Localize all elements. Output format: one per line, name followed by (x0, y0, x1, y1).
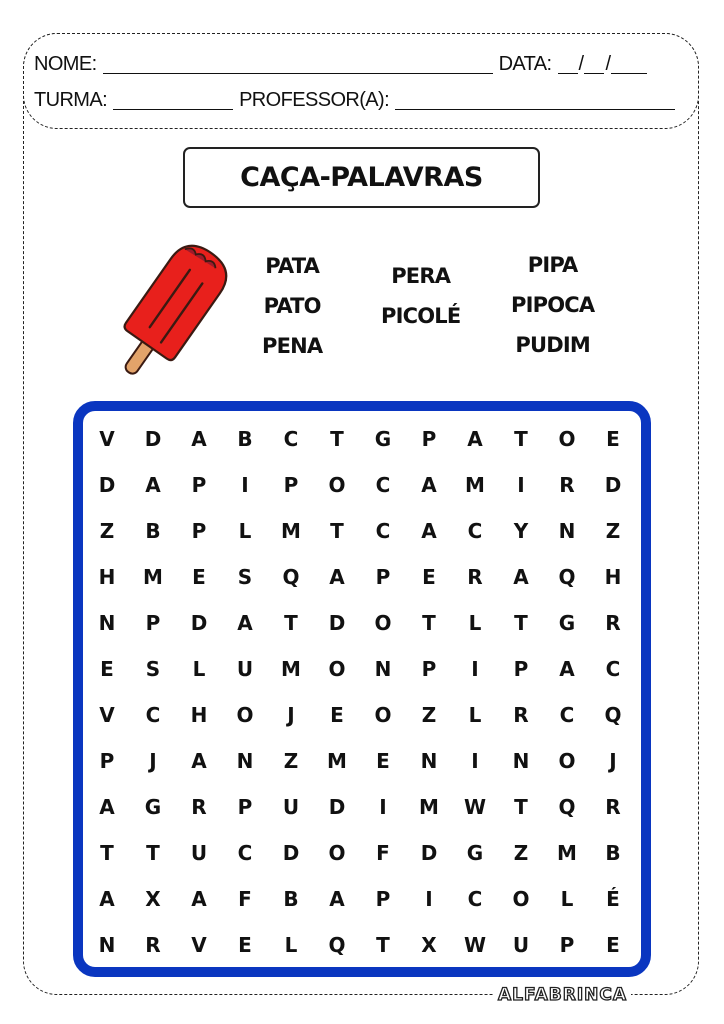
grid-cell[interactable]: I (425, 887, 433, 911)
grid-cell[interactable]: V (99, 703, 115, 727)
grid-cell[interactable]: T (330, 427, 344, 451)
date-separator: / (605, 53, 611, 75)
grid-cell[interactable]: C (237, 841, 253, 865)
grid-cell[interactable]: Z (513, 841, 529, 865)
word-list-column-1 (262, 246, 322, 366)
brand-logo: ALFABRINCA (494, 985, 631, 1005)
grid-cell[interactable]: D (144, 427, 162, 451)
grid-cell[interactable]: J (149, 749, 157, 773)
grid-cell[interactable]: A (237, 611, 253, 635)
grid-cell[interactable]: D (190, 611, 208, 635)
data-month-field[interactable] (584, 53, 604, 74)
professor-label: PROFESSOR(A): (239, 89, 390, 111)
grid-cell[interactable]: U (236, 657, 254, 681)
grid-cell[interactable]: G (374, 427, 392, 451)
grid-cell[interactable]: C (605, 657, 621, 681)
grid-cell[interactable]: P (421, 657, 437, 681)
grid-cell[interactable]: U (190, 841, 208, 865)
grid-cell[interactable]: P (559, 933, 575, 957)
grid-cell[interactable]: I (471, 657, 479, 681)
grid-cell[interactable]: M (327, 749, 347, 773)
grid-cell[interactable]: M (281, 657, 301, 681)
data-year-field[interactable] (611, 53, 647, 74)
grid-cell[interactable]: O (374, 703, 392, 727)
grid-cell[interactable]: I (379, 795, 387, 819)
grid-cell[interactable]: E (100, 657, 114, 681)
word-item: PIPOCA (511, 293, 595, 317)
grid-cell[interactable]: T (100, 841, 114, 865)
grid-cell[interactable]: A (467, 427, 483, 451)
grid-cell[interactable]: U (512, 933, 530, 957)
header-line-1 (34, 46, 684, 76)
data-day-field[interactable] (558, 53, 578, 74)
grid-cell[interactable]: M (557, 841, 577, 865)
grid-cell[interactable]: T (330, 519, 344, 543)
grid-cell[interactable]: M (143, 565, 163, 589)
grid-cell[interactable]: R (605, 795, 621, 819)
grid-cell[interactable]: R (559, 473, 575, 497)
turma-label: TURMA: (34, 89, 108, 111)
grid-cell[interactable]: G (466, 841, 484, 865)
grid-cell[interactable]: W (463, 933, 487, 957)
grid-cell[interactable]: B (237, 427, 253, 451)
grid-cell[interactable]: I (517, 473, 525, 497)
grid-cell[interactable]: C (559, 703, 575, 727)
grid-cell[interactable]: R (145, 933, 161, 957)
grid-cell[interactable]: D (328, 795, 346, 819)
word-item: PATA (265, 254, 320, 278)
grid-cell[interactable]: H (98, 565, 116, 589)
grid-cell[interactable]: F (376, 841, 390, 865)
popsicle-icon (104, 240, 239, 385)
grid-cell[interactable]: M (281, 519, 301, 543)
grid-cell[interactable]: J (287, 703, 295, 727)
grid-cell[interactable]: C (375, 519, 391, 543)
word-item: PICOLÉ (381, 304, 461, 328)
grid-cell[interactable]: Y (513, 519, 529, 543)
grid-cell[interactable]: R (513, 703, 529, 727)
grid-cell[interactable]: M (465, 473, 485, 497)
grid-cell[interactable]: F (238, 887, 252, 911)
grid-cell[interactable]: A (99, 887, 115, 911)
grid-cell[interactable]: H (604, 565, 622, 589)
grid-cell[interactable]: O (236, 703, 254, 727)
grid-cell[interactable]: S (237, 565, 253, 589)
grid-cell[interactable]: E (330, 703, 344, 727)
grid-cell[interactable]: T (514, 611, 528, 635)
grid-cell[interactable]: O (374, 611, 392, 635)
word-item: PUDIM (515, 333, 590, 357)
page-title: CAÇA-PALAVRAS (183, 147, 540, 208)
grid-cell[interactable]: N (558, 519, 576, 543)
grid-cell[interactable]: O (558, 749, 576, 773)
grid-cell[interactable]: D (420, 841, 438, 865)
grid-cell[interactable]: C (145, 703, 161, 727)
word-item: PATO (263, 294, 321, 318)
grid-cell[interactable]: C (375, 473, 391, 497)
grid-cell[interactable]: T (514, 427, 528, 451)
grid-cell[interactable]: D (604, 473, 622, 497)
grid-cell[interactable]: T (422, 611, 436, 635)
grid-cell[interactable]: S (145, 657, 161, 681)
grid-cell[interactable]: N (512, 749, 530, 773)
grid-cell[interactable]: Q (558, 795, 576, 819)
date-separator: / (578, 53, 584, 75)
grid-cell[interactable]: R (467, 565, 483, 589)
grid-cell[interactable]: É (606, 887, 620, 911)
grid-cell[interactable]: R (605, 611, 621, 635)
grid-cell[interactable]: B (283, 887, 299, 911)
grid-cell[interactable]: U (282, 795, 300, 819)
grid-cell[interactable]: P (237, 795, 253, 819)
grid-cell[interactable]: A (329, 887, 345, 911)
grid-cell[interactable]: A (513, 565, 529, 589)
grid-cell[interactable]: P (421, 427, 437, 451)
grid-cell[interactable]: V (99, 427, 115, 451)
grid-cell[interactable]: E (422, 565, 436, 589)
grid-cell[interactable]: T (514, 795, 528, 819)
grid-cell[interactable]: I (471, 749, 479, 773)
grid-cell[interactable]: X (145, 887, 161, 911)
grid-cell[interactable]: L (468, 611, 482, 635)
grid-cell[interactable]: P (375, 887, 391, 911)
grid-cell[interactable]: L (560, 887, 574, 911)
grid-cell[interactable]: I (241, 473, 249, 497)
grid-cell[interactable]: L (238, 519, 252, 543)
word-item: PIPA (527, 253, 578, 277)
grid-cell[interactable]: P (513, 657, 529, 681)
grid-cell[interactable]: E (192, 565, 206, 589)
grid-cell[interactable]: A (421, 473, 437, 497)
grid-cell[interactable]: Z (421, 703, 437, 727)
grid-cell[interactable]: A (191, 427, 207, 451)
grid-cell[interactable]: N (98, 933, 116, 957)
student-info-header (23, 33, 699, 129)
grid-cell[interactable]: X (421, 933, 437, 957)
grid-cell[interactable]: E (238, 933, 252, 957)
grid-cell[interactable]: N (374, 657, 392, 681)
word-item: PENA (262, 334, 323, 358)
grid-cell[interactable]: A (191, 749, 207, 773)
grid-cell[interactable]: G (144, 795, 162, 819)
grid-cell[interactable]: O (328, 841, 346, 865)
word-search-grid (84, 416, 636, 968)
grid-cell[interactable]: C (467, 887, 483, 911)
grid-cell[interactable]: H (190, 703, 208, 727)
grid-cell[interactable]: Z (99, 519, 115, 543)
header-line-2 (34, 82, 684, 112)
grid-cell[interactable]: O (328, 657, 346, 681)
grid-cell[interactable]: M (419, 795, 439, 819)
grid-cell[interactable]: P (99, 749, 115, 773)
word-item: PERA (391, 264, 451, 288)
word-list-column-3 (511, 245, 594, 365)
grid-cell[interactable]: A (421, 519, 437, 543)
grid-cell[interactable]: A (559, 657, 575, 681)
grid-cell[interactable]: W (463, 795, 487, 819)
grid-cell[interactable]: E (606, 427, 620, 451)
grid-cell[interactable]: L (192, 657, 206, 681)
grid-cell[interactable]: Z (605, 519, 621, 543)
grid-cell[interactable]: N (98, 611, 116, 635)
grid-cell[interactable]: J (609, 749, 617, 773)
grid-cell[interactable]: O (328, 473, 346, 497)
grid-cell[interactable]: A (145, 473, 161, 497)
grid-cell[interactable]: C (467, 519, 483, 543)
grid-cell[interactable]: C (283, 427, 299, 451)
grid-cell[interactable]: L (284, 933, 298, 957)
grid-cell[interactable]: P (283, 473, 299, 497)
grid-cell[interactable]: L (468, 703, 482, 727)
grid-cell[interactable]: N (236, 749, 254, 773)
grid-cell[interactable]: D (328, 611, 346, 635)
grid-cell[interactable]: Z (283, 749, 299, 773)
grid-cell[interactable]: D (98, 473, 116, 497)
data-label: DATA: (498, 53, 552, 75)
grid-cell[interactable]: A (191, 887, 207, 911)
grid-cell[interactable]: Q (328, 933, 346, 957)
grid-cell[interactable]: R (191, 795, 207, 819)
grid-cell[interactable]: T (146, 841, 160, 865)
grid-cell[interactable]: B (605, 841, 621, 865)
grid-cell[interactable]: V (191, 933, 207, 957)
grid-cell[interactable]: A (329, 565, 345, 589)
grid-cell[interactable]: E (376, 749, 390, 773)
grid-cell[interactable]: N (420, 749, 438, 773)
professor-field[interactable] (395, 89, 675, 110)
word-list-column-2 (381, 256, 460, 336)
grid-cell[interactable]: O (558, 427, 576, 451)
grid-cell[interactable]: G (558, 611, 576, 635)
grid-cell[interactable]: A (99, 795, 115, 819)
grid-cell[interactable]: P (145, 611, 161, 635)
grid-cell[interactable]: Q (604, 703, 622, 727)
grid-cell[interactable]: Q (282, 565, 300, 589)
grid-cell[interactable]: B (145, 519, 161, 543)
grid-cell[interactable]: P (191, 519, 207, 543)
grid-cell[interactable]: T (376, 933, 390, 957)
grid-cell[interactable]: T (284, 611, 298, 635)
turma-field[interactable] (113, 89, 233, 110)
grid-cell[interactable]: D (282, 841, 300, 865)
grid-cell[interactable]: Q (558, 565, 576, 589)
grid-cell[interactable]: O (512, 887, 530, 911)
grid-cell[interactable]: P (191, 473, 207, 497)
nome-label: NOME: (34, 53, 97, 75)
grid-cell[interactable]: E (606, 933, 620, 957)
nome-field[interactable] (103, 53, 493, 74)
grid-cell[interactable]: P (375, 565, 391, 589)
